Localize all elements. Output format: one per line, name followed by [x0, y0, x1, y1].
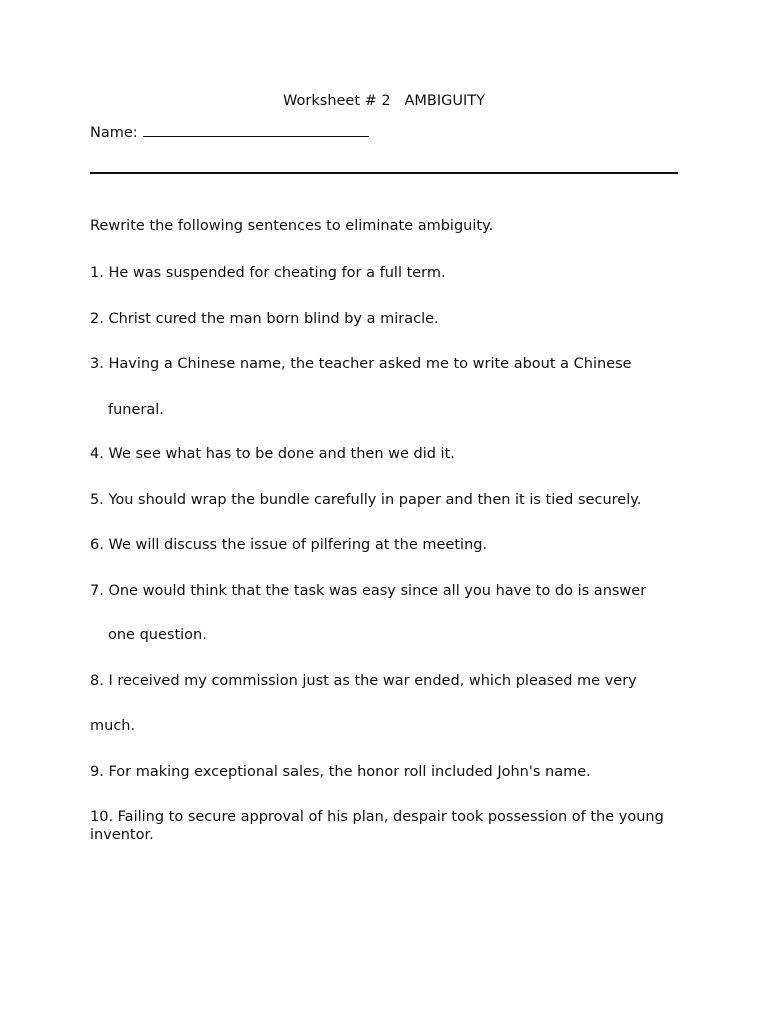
question-number: 1.: [90, 265, 104, 281]
worksheet-title: Worksheet # 2 AMBIGUITY: [283, 93, 485, 109]
question-item-8-continued: much.: [90, 718, 136, 734]
question-text: One would think that the task was easy since all you have to do is answer: [108, 583, 647, 599]
question-number: 8.: [90, 673, 104, 689]
question-item-9: [90, 763, 591, 781]
question-number: 10.: [90, 809, 114, 825]
question-text: We see what has to be done and then we did it.: [108, 446, 455, 462]
instructions: Rewrite the following sentences to eliminate ambiguity.: [90, 218, 494, 234]
question-item-5: [90, 491, 641, 509]
question-item-10: [90, 808, 678, 844]
name-label: Name:: [90, 125, 138, 141]
question-text: You should wrap the bundle carefully in paper and then it is tied securely.: [108, 492, 642, 508]
question-item-3: [90, 355, 632, 373]
name-field-row: [90, 122, 369, 142]
question-text: Failing to secure approval of his plan, despair took possession of the young inventor.: [90, 809, 664, 843]
question-number: 7.: [90, 583, 104, 599]
question-item-6: [90, 536, 487, 554]
question-item-7: [90, 582, 646, 600]
question-number: 5.: [90, 492, 104, 508]
question-item-8: [90, 672, 637, 690]
question-text: I received my commission just as the war ended, which pleased me very: [108, 673, 637, 689]
question-text: Having a Chinese name, the teacher asked me to write about a Chinese: [108, 356, 632, 372]
question-item-2: [90, 310, 439, 328]
question-text: We will discuss the issue of pilfering at the meeting.: [108, 537, 488, 553]
question-number: 4.: [90, 446, 104, 462]
question-number: 9.: [90, 764, 104, 780]
header-divider: [90, 172, 678, 174]
question-item-3-continued: funeral.: [108, 402, 164, 418]
name-blank-line: [143, 122, 369, 137]
question-number: 3.: [90, 356, 104, 372]
question-item-1: [90, 264, 446, 282]
question-text: For making exceptional sales, the honor roll included John's name.: [108, 764, 591, 780]
question-text: He was suspended for cheating for a full term.: [108, 265, 446, 281]
question-number: 6.: [90, 537, 104, 553]
question-item-7-continued: one question.: [108, 627, 207, 643]
question-number: 2.: [90, 311, 104, 327]
question-text: Christ cured the man born blind by a miracle.: [108, 311, 439, 327]
question-item-4: [90, 445, 455, 463]
